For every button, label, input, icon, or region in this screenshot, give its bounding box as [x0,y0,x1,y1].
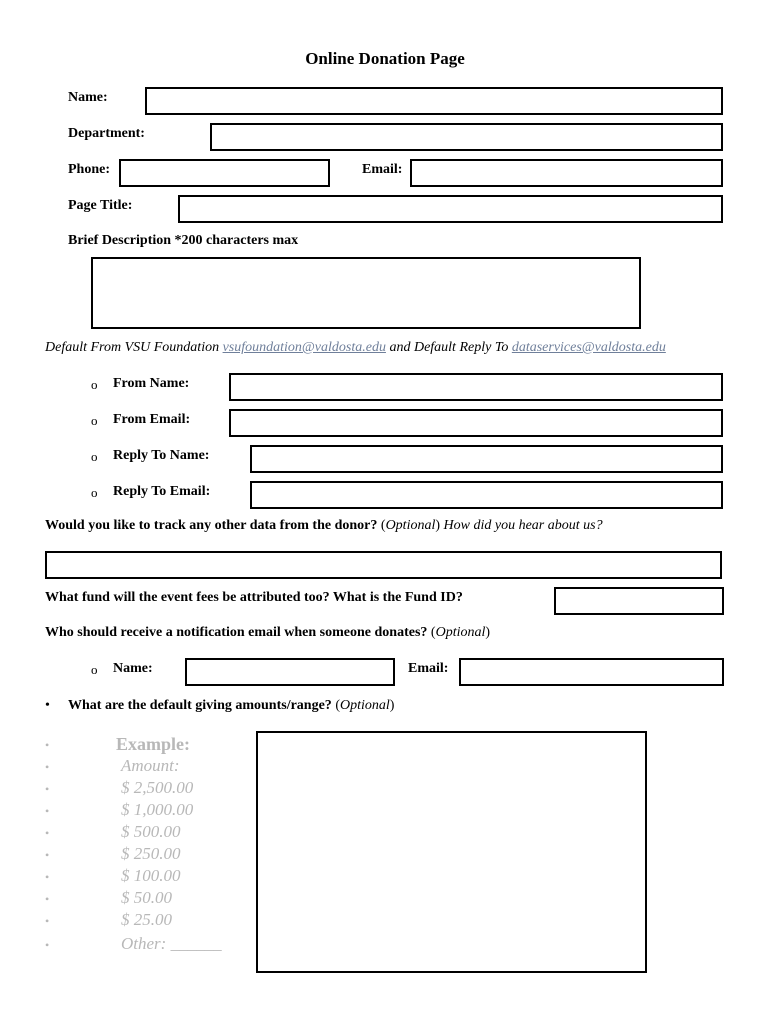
default-reply-text: and Default Reply To [385,340,512,355]
open-paren: ( [427,625,436,640]
phone-field[interactable] [119,159,330,187]
email-field[interactable] [410,159,723,187]
name-label: Name: [68,90,108,105]
reply-to-name-field[interactable] [250,445,723,473]
bullet-icon: • [45,892,50,906]
dataservices-email-link[interactable]: dataservices@valdosta.edu [511,340,666,355]
giving-amounts-textarea[interactable] [256,731,647,973]
bullet-icon: • [45,760,50,774]
page-title: Online Donation Page [305,49,465,68]
from-email-field[interactable] [229,409,723,437]
bullet-icon: • [45,848,50,862]
example-item: $ 25.00 [121,910,172,929]
notify-email-label: Email: [408,661,449,676]
optional-tag: Optional [385,518,436,533]
optional-tag: Optional [339,698,390,713]
example-item: $ 1,000.00 [121,800,194,819]
page-title-field[interactable] [178,195,723,223]
example-item: $ 500.00 [121,822,181,841]
example-item: $ 100.00 [121,866,181,885]
example-item: Amount: [121,756,180,775]
open-paren: ( [377,518,386,533]
fund-id-field[interactable] [554,587,724,615]
bullet-icon: • [45,804,50,818]
track-data-field[interactable] [45,551,722,579]
bullet-icon: • [45,782,50,796]
circle-bullet-icon: o [91,377,98,392]
bullet-icon: • [45,698,50,713]
bullet-icon: • [45,938,50,952]
reply-to-email-field[interactable] [250,481,723,509]
giving-amounts-question [68,698,394,714]
circle-bullet-icon: o [91,449,98,464]
notification-question [45,625,490,641]
page-title-label: Page Title: [68,198,133,213]
track-data-question [45,518,603,534]
notify-question-text: Who should receive a notification email when someone donates? [45,625,428,640]
track-question-text: Would you like to track any other data from the donor? [45,518,378,533]
reply-to-name-label: Reply To Name: [113,448,210,463]
circle-bullet-icon: o [91,413,98,428]
department-field[interactable] [210,123,723,151]
from-name-label: From Name: [113,376,190,391]
close-paren: ) [435,518,441,533]
example-item: Other: ______ [121,934,222,953]
notify-name-field[interactable] [185,658,395,686]
example-item: $ 250.00 [121,844,181,863]
close-paren: ) [485,625,491,640]
example-item: $ 50.00 [121,888,172,907]
vsufoundation-email-link[interactable]: vsufoundation@valdosta.edu [222,340,386,355]
notify-email-field[interactable] [459,658,724,686]
phone-label: Phone: [68,162,110,177]
default-from-text: Default From VSU Foundation [45,340,223,355]
department-label: Department: [68,126,145,141]
fund-question: What fund will the event fees be attributed too? What is the Fund ID? [45,590,463,605]
bullet-icon: • [45,738,50,752]
email-label: Email: [362,162,403,177]
bullet-icon: • [45,914,50,928]
bullet-icon: • [45,826,50,840]
from-name-field[interactable] [229,373,723,401]
brief-description-textarea[interactable] [91,257,641,329]
track-question-example: How did you hear about us? [440,518,603,533]
brief-description-label: Brief Description *200 characters max [68,233,299,248]
close-paren: ) [389,698,395,713]
optional-tag: Optional [435,625,486,640]
reply-to-email-label: Reply To Email: [113,484,211,499]
example-heading: Example: [116,734,190,754]
from-email-label: From Email: [113,412,191,427]
giving-question-text: What are the default giving amounts/range? [68,698,332,713]
name-field[interactable] [145,87,723,115]
circle-bullet-icon: o [91,662,98,677]
circle-bullet-icon: o [91,485,98,500]
open-paren: ( [331,698,340,713]
example-item: $ 2,500.00 [121,778,194,797]
bullet-icon: • [45,870,50,884]
default-sender-note [45,340,666,356]
notify-name-label: Name: [113,661,153,676]
